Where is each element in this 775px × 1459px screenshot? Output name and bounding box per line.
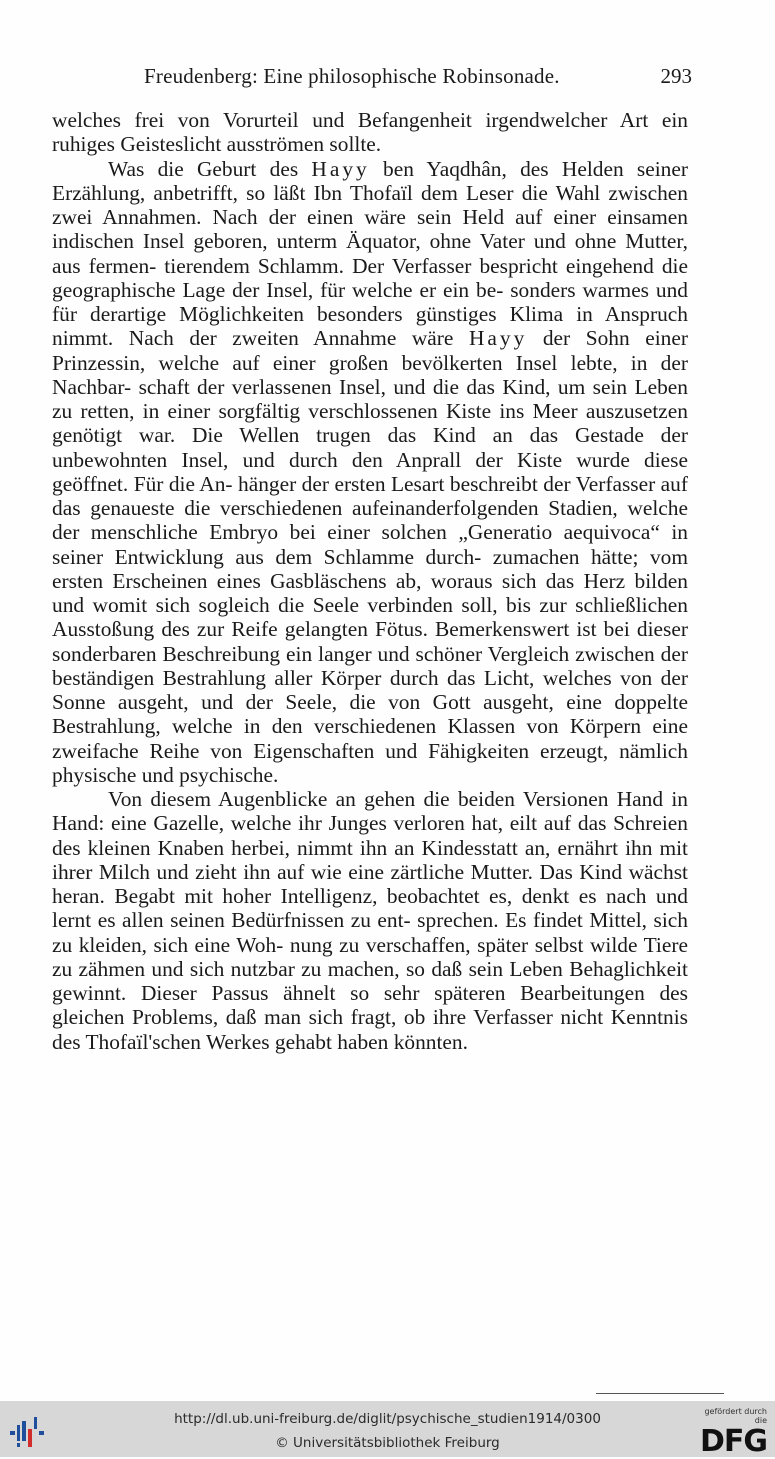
dfg-logo: DFG (699, 1424, 767, 1459)
paragraph-2 (52, 157, 688, 788)
running-title: Freudenberg: Eine philosophische Robinsonade. (144, 64, 560, 88)
paragraph-3: Von diesem Augenblicke an gehen die beiden Versionen Hand in Hand: eine Gazelle, welche ihr Junges verloren hat, eilt auf das Schreien des kleinen Knaben herbei, nimmt ihn an Kindesstatt an, ernährt ihn mit ihrer Milch und zieht ihn auf wie eine zärtliche Mutter. Das Kind wächst heran. Begabt mit hoher Intelligenz, beobachtet es, denkt es nach und lernt es allen seinen Bedürfnissen zu ent- sprechen. Es findet Mittel, sich zu kleiden, sich eine Woh- nung zu verschaffen, später selbst wilde Tiere zu zähmen und sich nutzbar zu machen, so daß sein Leben Behaglichkeit gewinnt. Dieser Passus ähnelt so sehr späteren Bearbeitungen des gleichen Problems, daß man sich fragt, ob ihre Verfasser nicht Kenntnis des Thofaïl'schen Werkes gehabt haben könnten. (52, 787, 688, 1054)
paragraph-2-part-3: der Sohn einer Prinzessin, welche auf einer großen bevölkerten Insel lebte, in der Nachbar- schaft der verlassenen Insel, und die das Kind, um sein Leben zu retten, in einer sorgfältig verschlossenen Kiste ins Meer auszusetzen genötigt war. Die Wellen trugen das Kind an das Gestade der unbewohnten Insel, und durch den Anprall der Kiste wurde diese geöffnet. Für die An- hänger der ersten Lesart beschreibt der Verfasser auf das genaueste die verschiedenen aufeinanderfolgenden Stadien, welche der menschliche Embryo bei einer solchen „Generatio aequivoca“ in seiner Entwicklung aus dem Schlamme durch- zumachen hätte; vom ersten Erscheinen eines Gasbläschens ab, woraus sich das Herz bilden und womit sich sogleich die Seele verbinden soll, bis zur schließlichen Ausstoßung des zur Reife gelangten Fötus. Bemerkenswert ist bei dieser sonderbaren Beschreibung ein langer und schöner Vergleich zwischen der beständigen Bestrahlung aller Körper durch das Licht, welches von der Sonne ausgeht, und der Seele, die von Gott ausgeht, eine doppelte Bestrahlung, welche in den verschiedenen Klassen von Körpern eine zweifache Reihe von Eigenschaften und Fähigkeiten erzeugt, nämlich physische und psychische. (52, 326, 688, 787)
page-header (52, 64, 692, 94)
paragraph-2-part-1: Was die Geburt des (108, 156, 312, 181)
paragraph-2-part-2: ben Yaqdhân, des Helden seiner Erzählung, anbetrifft, so läßt Ibn Thofaïl dem Leser die Wahl zwischen zwei Annahmen. Nach der einen wäre sein Held auf einer einsamen indischen Insel geboren, unterm Äquator, ohne Vater und ohne Mutter, aus fermen- tierendem Schlamm. Der Verfasser bespricht eingehend die geographische Lage der Insel, für welche er ein be- sonders warmes und für derartige Möglichkeiten besonders günstiges Klima in Anspruch nimmt. Nach der zweiten Annahme wäre (52, 156, 688, 351)
library-footer-bar (0, 1401, 775, 1457)
copyright-notice: © Universitätsbibliothek Freiburg (275, 1435, 500, 1451)
dfg-sponsor-block (695, 1407, 767, 1459)
sponsor-label: gefördert durch die (704, 1407, 767, 1425)
page-number: 293 (660, 64, 692, 88)
hero-name: Hayy (311, 156, 370, 181)
hero-name: Hayy (468, 326, 528, 351)
body-text (52, 108, 688, 1054)
footnote-rule (596, 1393, 724, 1394)
source-url[interactable]: http://dl.ub.uni-freiburg.de/diglit/psychische_studien1914/0300 (174, 1411, 601, 1427)
paragraph-1: welches frei von Vorurteil und Befangenheit irgendwelcher Art ein ruhiges Geisteslicht ausströmen sollte. (52, 108, 688, 157)
